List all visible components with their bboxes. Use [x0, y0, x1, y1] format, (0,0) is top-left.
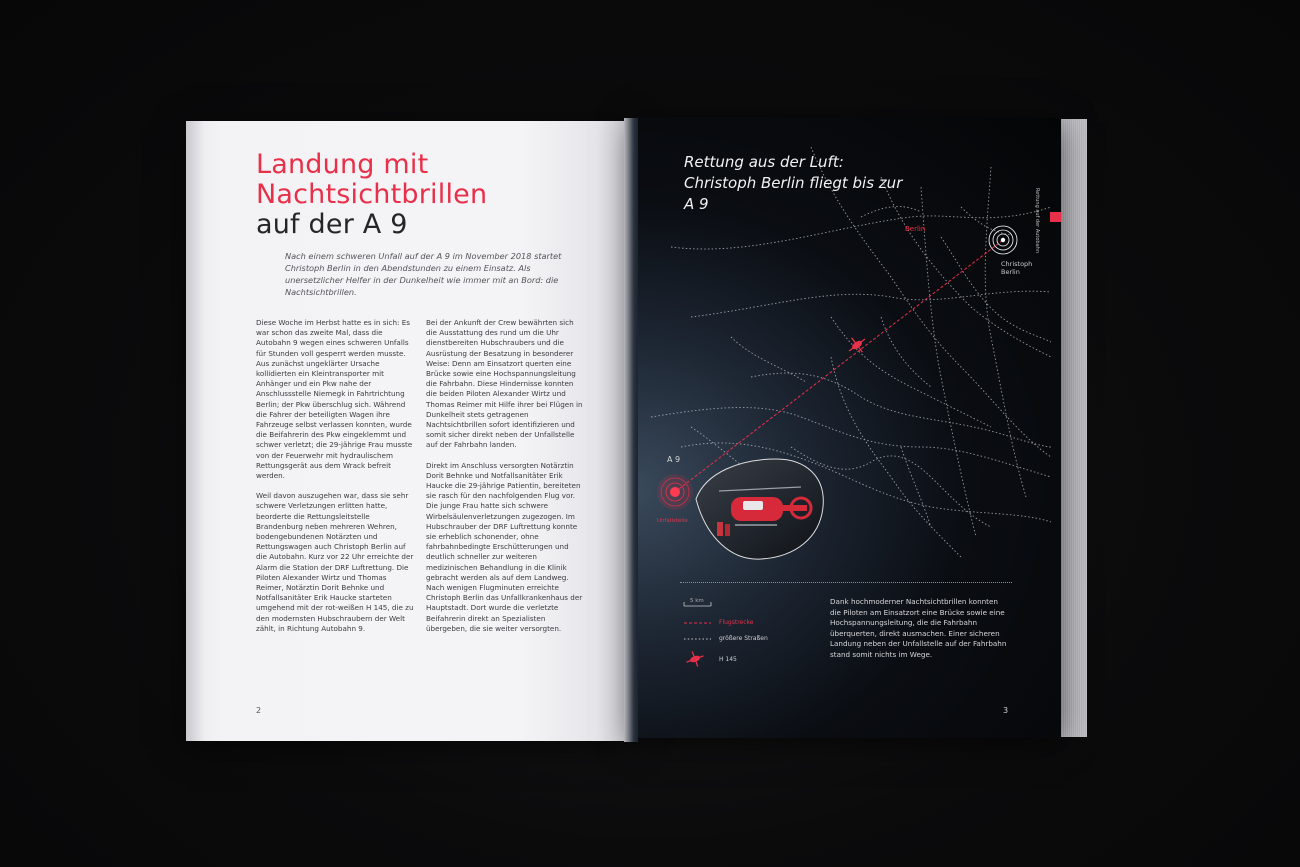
title-line-2: Nachtsichtbrillen [256, 179, 488, 210]
helicopter-photo-callout [696, 459, 823, 559]
flight-route [675, 240, 1003, 492]
legend-heli-label: H 145 [719, 656, 737, 663]
text-column-1 [256, 318, 414, 644]
paragraph: Weil davon auszugehen war, dass sie sehr schwere Verletzungen erlitten hatte, beorderte die Rettungsleitstelle Brandenburg neben mehreren Wehren, bodengebundenen Notärzten und Rettungswagen auch Christoph Berlin auf die Autobahn. Kurz vor 22 Uhr erreichte der Alarm die Station der DRF Luftrettung. Die Piloten Alexander Wirtz und Thomas Reimer, Notärztin Dorit Behnke und Notfallsanitäter Erik Haucke starteten umgehend mit der rot-weißen H 145, die zu den modernsten Hubschraubern der Welt zählt, in Richtung Autobahn 9. [256, 491, 414, 633]
right-page-title: Rettung aus der Luft: Christoph Berlin fliegt bis zur A 9 [684, 153, 903, 213]
legend-graphics [684, 602, 711, 670]
legend-divider [680, 582, 1012, 583]
map-label-berlin: Berlin [905, 225, 926, 233]
map-label-a9: A 9 [667, 455, 681, 464]
paragraph: Diese Woche im Herbst hatte es in sich: Es war schon das zweite Mal, dass die Autobahn 9 wegen eines schweren Unfalls für Stunden voll gesperrt werden musste. Aus zunächst ungeklärter Ursache kollidierten ein Kleintransporter mit Anhänger und ein Pkw nahe der Anschlussstelle Niemegk in Fahrtrichtung Berlin; der Pkw überschlug sich. Während die Fahrer der beteiligten Wagen ihre Fahrzeuge selbst verlassen konnten, wurde die Beifahrerin des Pkw eingeklemmt und schwer verletzt; die 29-jährige Frau musste von der Feuerwehr mit hydraulischem Rettungsgerät aus dem Wrack befreit werden. [256, 318, 413, 481]
legend-scale-label: 5 km [690, 598, 704, 604]
lead-paragraph: Nach einem schweren Unfall auf der A 9 im November 2018 startet Christoph Berlin in den Abendstunden zu einem Einsatz. Als unersetzlicher Helfer in der Dunkelheit wie immer mit an Bord: die Nachtsichtbrillen. [285, 251, 562, 297]
map-label-unfall: Unfallstelle [657, 518, 688, 524]
legend-roads-label: größere Straßen [719, 635, 768, 642]
page-number-left: 2 [256, 706, 262, 715]
page-number-right: 3 [1003, 706, 1009, 715]
paragraph: Bei der Ankunft der Crew bewährten sich die Ausstattung des rund um die Uhr dienstbereiten Hubschraubers und die Ausrüstung der Besatzung in besonderer Weise: Denn am Einsatzort querten eine Brücke sowie eine Hochspannungsleitung die Fahrbahn. Diese Hindernisse konnten die beiden Piloten Alexander Wirtz und Thomas Reimer mit Hilfe ihrer bei Flügen in Dunkelheit stets getragenen Nachtsichtbrillen sofort identifizieren und somit sicher direkt neben der Unfallstelle auf der Fahrbahn landen. [426, 318, 583, 450]
running-head: Rettung auf der Autobahn [1034, 188, 1040, 254]
title-line-1: Landung mit [256, 149, 429, 180]
left-page-edge [186, 121, 204, 741]
text-column-2 [426, 318, 584, 644]
page-title [256, 150, 586, 240]
title-line-3: auf der A 9 [256, 209, 408, 240]
map-caption: Dank hochmoderner Nachtsichtbrillen konnten die Piloten am Einsatzort eine Brücke sowie eine Hochspannungsleitung, die die Fahrbahn überquerten, direkt ausmachen. Einer sicheren Landung neben der Unfallstelle auf der Fahrbahn stand somit nichts im Wege. [830, 597, 1007, 659]
accident-marker [657, 474, 693, 510]
page-stack-edge [1061, 119, 1087, 737]
legend-route-label: Flugstrecke [719, 619, 754, 626]
section-tab [1050, 212, 1061, 222]
map-label-christoph: Christoph Berlin [1001, 260, 1033, 276]
base-marker [989, 226, 1017, 254]
paragraph: Direkt im Anschluss versorgten Notärztin Dorit Behnke und Notfallsanitäter Erik Haucke die 29-jährige Patientin, bereiteten sie rasch für den nachfolgenden Flug vor. Die junge Frau hatte sich schwere Wirbelsäulenverletzungen zugezogen. Im Hubschrauber der DRF Luftrettung konnte sie erheblich schonender, ohne fahrbahnbedingte Erschütterungen und deutlich schneller zur weiteren medizinischen Behandlung in die Klinik gebracht werden als auf dem Landweg. Nach wenigen Flugminuten erreichte Christoph Berlin das Unfallkrankenhaus der Hauptstadt. Dort wurde die verletzte Beifahrerin direkt an Spezialisten übergeben, die sie weiter versorgten. [426, 460, 583, 633]
